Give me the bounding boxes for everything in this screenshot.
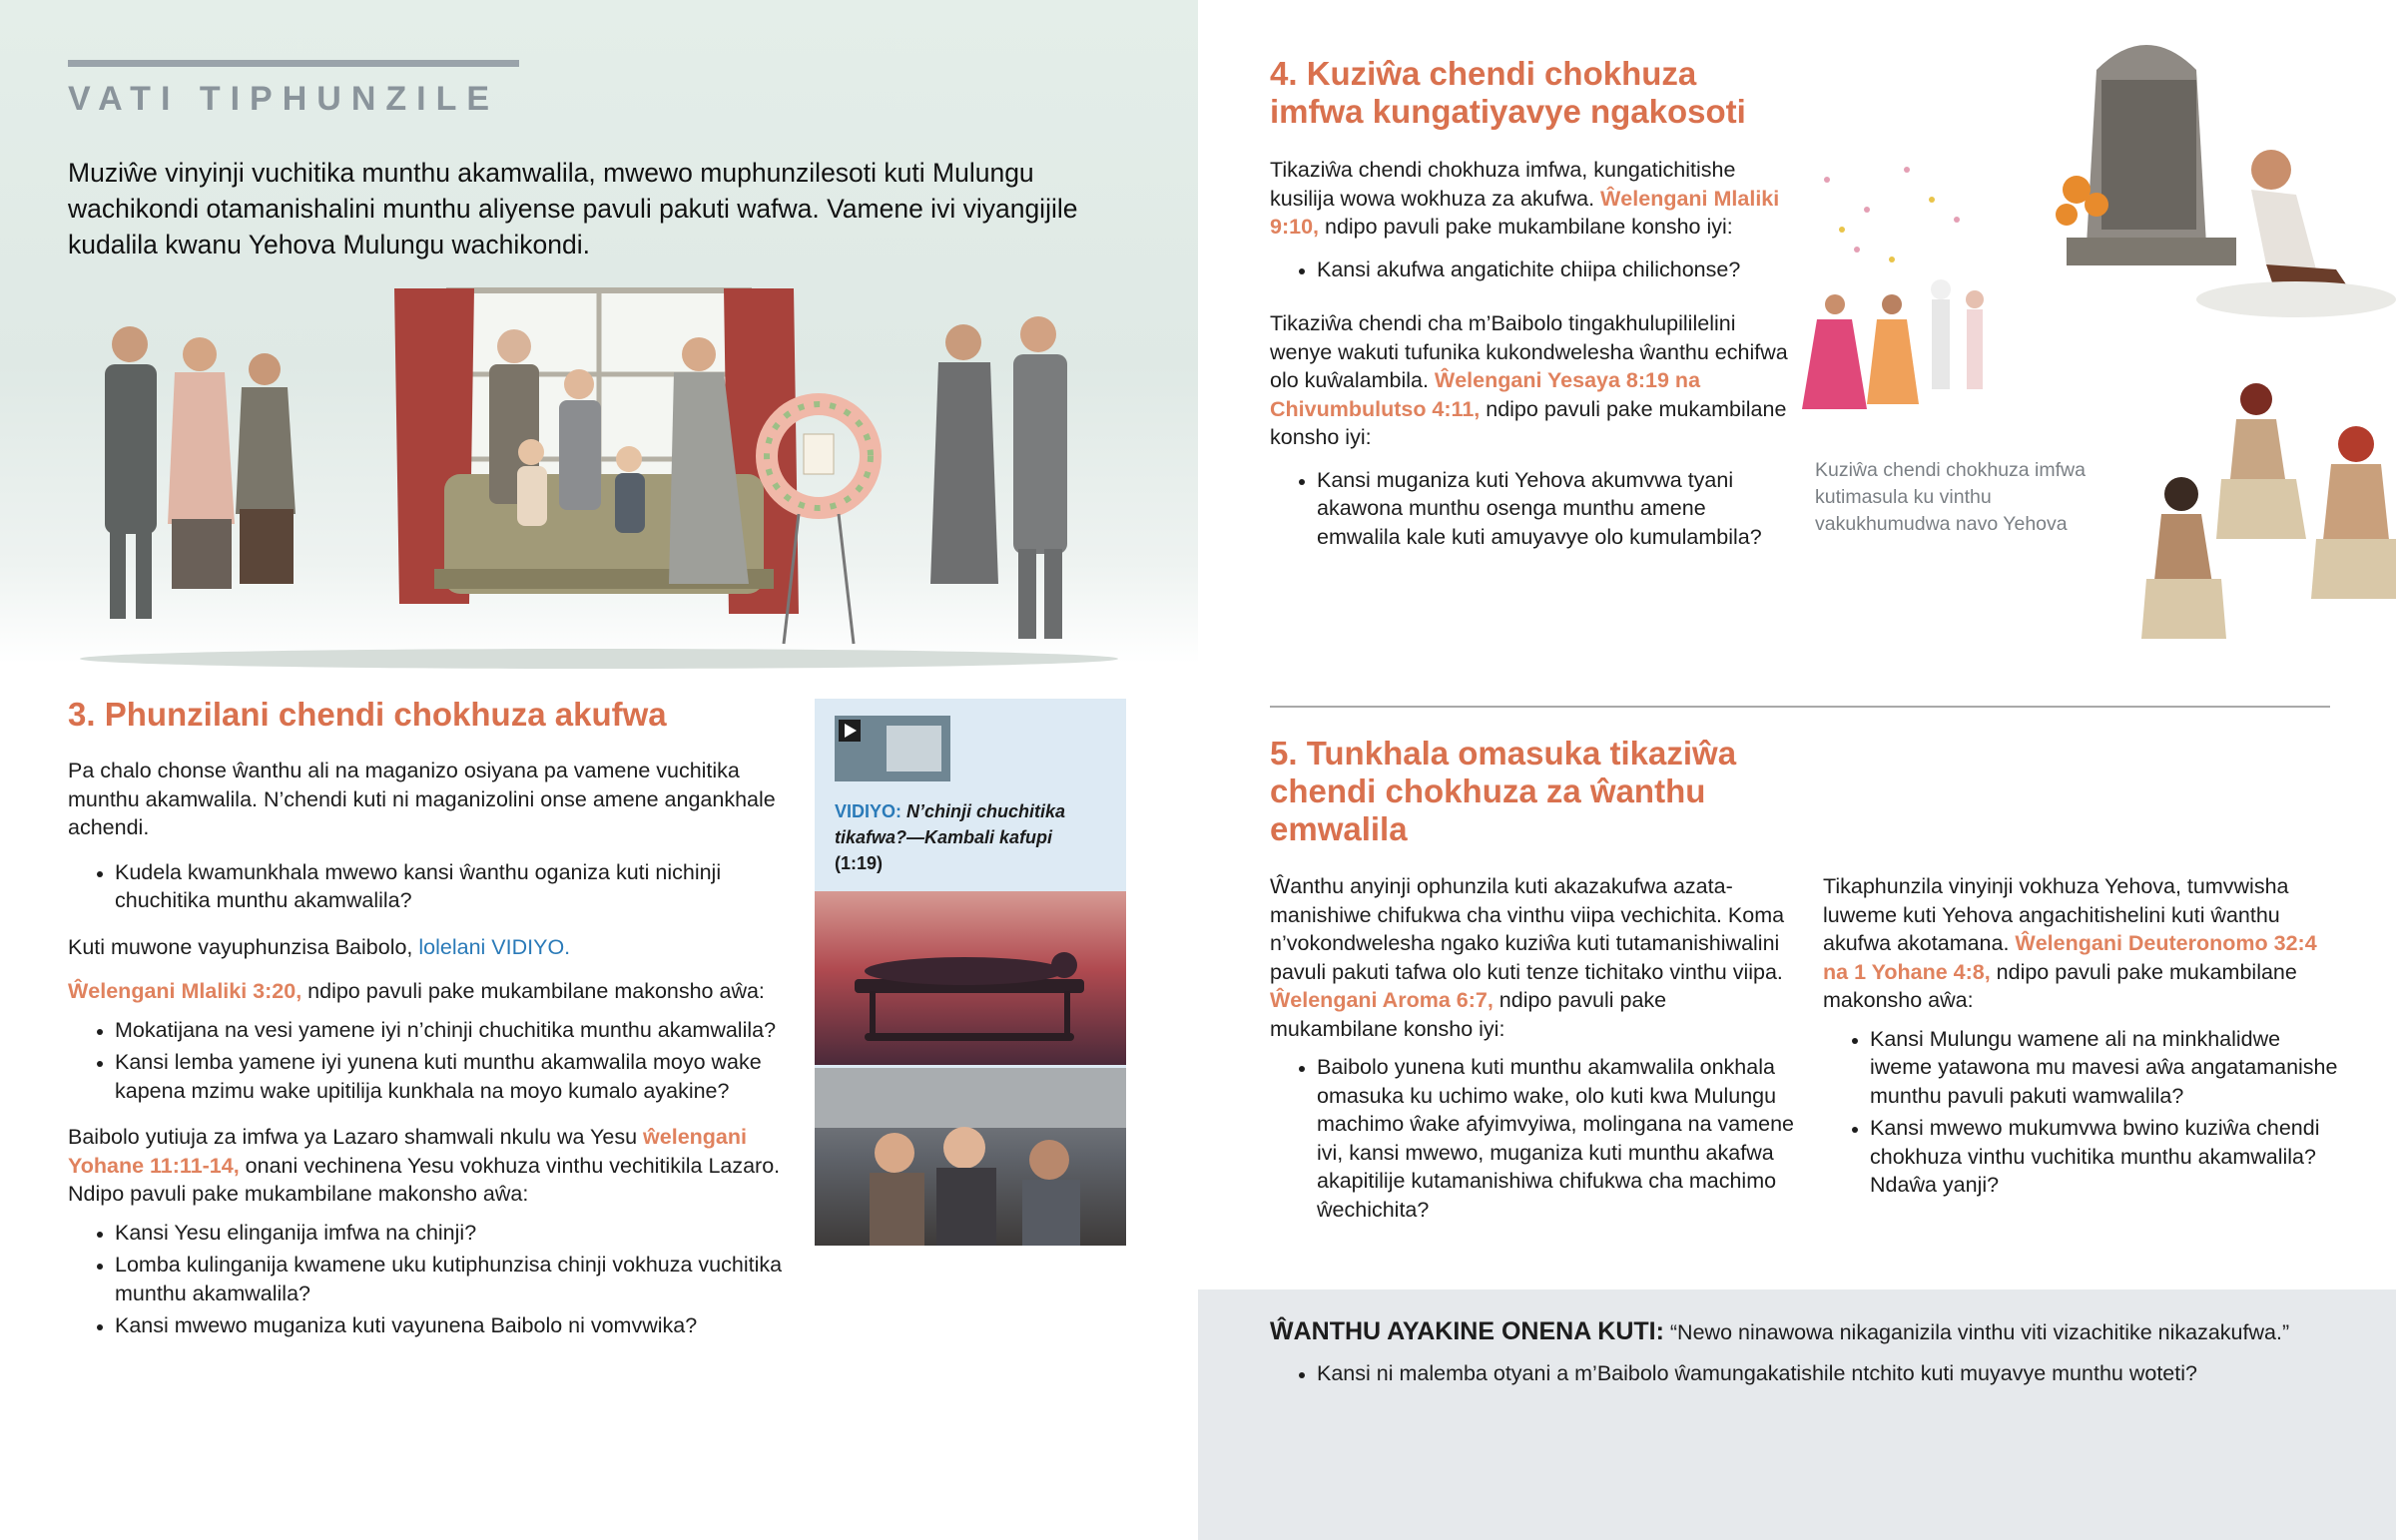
scripture-ref-link[interactable]: Ŵelengani Deuteronomo 32:4 na 1 Yohane 4:8, [1823, 931, 2317, 984]
funeral-gathering-illustration [60, 284, 1138, 669]
paragraph-text: ndipo pavuli pake mukambilane makonsho aŵa: [1823, 959, 2297, 1012]
question-item: • Lomba kulinganija kwamene uku kutiphunzisa chinji vokhuza vuchitika munthu akamwalila? [115, 1251, 787, 1307]
video-duration: (1:19) [835, 853, 884, 873]
question-item: • Kansi akufwa angatichite chiipa chilichonse? [1317, 256, 1789, 284]
paragraph-text: ndipo pavuli pake mukambilane makonsho aŵa: [301, 979, 765, 1003]
heading-line: 4. Kuziŵa chendi chokhuza [1270, 55, 1697, 92]
people-say-quote [1270, 1317, 2328, 1347]
scripture-ref-link[interactable]: Ŵelengani Mlaliki 3:20, [68, 979, 302, 1003]
paragraph-text: Ŵanthu anyinji ophunzila kuti akazakufwa azatamanishiwe chifukwa cha vinthu viipa vechichita. Koma n’vokondwelesha ngako kuziŵa kuti tutamanishiwalini pavuli pakuti tafwa olo kuti tenze tichitako vinthu viipa. [1270, 874, 1785, 984]
paragraph-text: ndipo pavuli pake mukambilane konsho iyi: [1270, 988, 1667, 1041]
section-3-paragraph-3 [68, 977, 787, 1006]
paragraph-text: Tikaziŵa chendi chokhuza imfwa, kungatichitishe kusilija wowa wokhuza za akufwa. [1270, 158, 1736, 211]
section-title: VATI TIPHUNZILE [68, 80, 500, 118]
people-say-box [1198, 1289, 2396, 1540]
play-icon[interactable] [835, 716, 950, 781]
intro-paragraph: Muziŵe vinyinji vuchitika munthu akamwalila, mwewo muphunzilesoti kuti Mulungu wachikondi otamanishalini munthu aliyense pavuli pakuti wafwa. Vamene ivi viyangijile kudalila kwanu Yehova Mulungu wachikondi. [68, 158, 1078, 259]
section-4-questions-1 [1270, 256, 1789, 284]
heading-line: imfwa kungatiyavye ngakosoti [1270, 93, 1746, 130]
people-say-questions [1270, 1359, 2328, 1388]
section-3-questions-3 [68, 1219, 787, 1340]
video-title: N’chinji chuchitika tikafwa?—Kambali kafupi [835, 801, 1066, 847]
section-3-questions-2 [68, 1016, 787, 1106]
scripture-ref-link[interactable]: ŵelengani Yohane 11:11-14, [68, 1125, 747, 1178]
quote-text: “Newo ninawowa nikaganizila vinthu viti vizachitike nikazakufwa.” [1663, 1320, 2290, 1344]
section-5-paragraph-2 [1823, 872, 2342, 1015]
paragraph-text: Tikaphunzila vinyinji vokhuza Yehova, tumvwisha luweme kuti Yehova angachitishelini kuti ŵanthu akufwa akotamana. [1823, 874, 2289, 955]
section-5-questions-1 [1270, 1053, 1794, 1224]
section-5-questions-2 [1823, 1025, 2342, 1200]
question-item: • Kansi mwewo muganiza kuti vayunena Baibolo ni vomvwika? [115, 1311, 787, 1340]
section-3-paragraph-1: Pa chalo chonse ŵanthu ali na maganizo osiyana pa vamene vuchitika munthu akamwalila. N’chendi kuti ni maganizolini onse amene angankhale achendi. [68, 759, 776, 839]
paragraph-text: ndipo pavuli pake mukambilane konsho iyi: [1270, 396, 1787, 449]
scripture-ref-link[interactable]: Ŵelengani Aroma 6:7, [1270, 988, 1494, 1012]
video-card[interactable] [815, 699, 1126, 1246]
section-3-heading: 3. Phunzilani chendi chokhuza akufwa [68, 696, 667, 733]
question-item: • Kansi lemba yamene iyi yunena kuti munthu akamwalila moyo wake kapena mzimu wake upitilija kunkhala na moyo kumalo ayakine? [115, 1048, 787, 1105]
scripture-ref-link[interactable]: Ŵelengani Yesaya 8:19 na Chivumbulutso 4:11, [1270, 368, 1701, 421]
section-divider [1270, 706, 2330, 708]
question-item: • Kudela kwamunkhala mwewo kansi ŵanthu oganiza kuti nichinji chuchitika munthu akamwalila? [115, 858, 787, 915]
people-say-label: ŴANTHU AYAKINE ONENA KUTI: [1270, 1317, 1664, 1345]
section-4-heading [1270, 55, 1746, 131]
section-4-questions-2 [1270, 466, 1789, 552]
video-intro-text: Kuti muwone vayuphunzisa Baibolo, [68, 934, 419, 959]
section-4-paragraph-2 [1270, 309, 1789, 452]
question-item: • Kansi muganiza kuti Yehova akumvwa tyani akawona munthu osenga munthu amene emwalila kale kuti amuyavye olo kumulambila? [1317, 466, 1789, 552]
paragraph-text: ndipo pavuli pake mukambilane konsho iyi: [1319, 215, 1733, 239]
section-5-column-2 [1823, 872, 2342, 1218]
ancestor-worship-illustration [1797, 0, 2396, 679]
question-item: • Mokatijana na vesi yamene iyi n’chinji chuchitika munthu akamwalila? [115, 1016, 787, 1045]
question-item: • Kansi mwewo mukumvwa bwino kuziŵa chendi chokhuza vinthu vuchitika munthu akamwalila? Ndaŵa yanji? [1870, 1114, 2342, 1200]
heading-line: emwalila [1270, 810, 1408, 847]
hospital-bed-image [815, 891, 1126, 1065]
video-label: VIDIYO: [835, 801, 902, 821]
section-3-body [68, 757, 787, 1358]
paragraph-text: onani vechinena Yesu vokhuza vinthu vechitikila Lazaro. Ndipo pavuli pake mukambilane makonsho aŵa: [68, 1153, 781, 1206]
mourners-image [815, 1068, 1126, 1246]
section-3-questions-1 [68, 858, 787, 915]
heading-line: chendi chokhuza za ŵanthu [1270, 772, 1706, 809]
section-3-paragraph-2 [68, 933, 787, 962]
section-4-paragraph-1 [1270, 156, 1789, 242]
section-3-paragraph-4 [68, 1123, 787, 1209]
section-rule [68, 60, 519, 67]
section-5-heading [1270, 735, 1736, 848]
paragraph-text: Baibolo yutiuja za imfwa ya Lazaro shamwali nkulu wa Yesu [68, 1125, 644, 1149]
people-say-content [1270, 1317, 2328, 1405]
watch-video-link[interactable]: lolelani VIDIYO. [418, 934, 571, 959]
illustration-caption: Kuziŵa chendi chokhuza imfwa kutimasula ku vinthu vakukhumudwa navo Yehova [1815, 459, 2086, 535]
question-item: • Baibolo yunena kuti munthu akamwalila onkhala omasuka ku uchimo wake, olo kuti kwa Mulungu machimo ŵake afyimvyiwa, molingana na vamene ivi, kansi mwewo, muganiza kuti munthu akafwa akapitilije kutamanishiwa chifukwa cha machimo ŵechichita? [1317, 1053, 1794, 1224]
heading-line: 5. Tunkhala omasuka tikaziŵa [1270, 735, 1737, 771]
question-item: • Kansi ni malemba otyani a m’Baibolo ŵamungakatishile ntchito kuti muyavye munthu woteti? [1317, 1359, 2328, 1388]
question-item: • Kansi Yesu elinganija imfwa na chinji? [115, 1219, 787, 1248]
video-caption [835, 798, 1114, 876]
paragraph-text: Tikaziŵa chendi cha m’Baibolo tingakhulupililelini wenye wakuti tufunika kukondwelesha ŵanthu echifwa olo kuŵalambila. [1270, 311, 1788, 392]
video-thumbnail[interactable] [835, 716, 950, 781]
section-5-paragraph-1 [1270, 872, 1794, 1043]
section-5-column-1 [1270, 872, 1794, 1242]
section-4-body [1270, 156, 1789, 569]
question-item: • Kansi Mulungu wamene ali na minkhalidwe iweme yatawona mu mavesi aŵa angatamanishe munthu pavuli pakuti wamwalila? [1870, 1025, 2342, 1111]
scripture-ref-link[interactable]: Ŵelengani Mlaliki 9:10, [1270, 186, 1780, 239]
